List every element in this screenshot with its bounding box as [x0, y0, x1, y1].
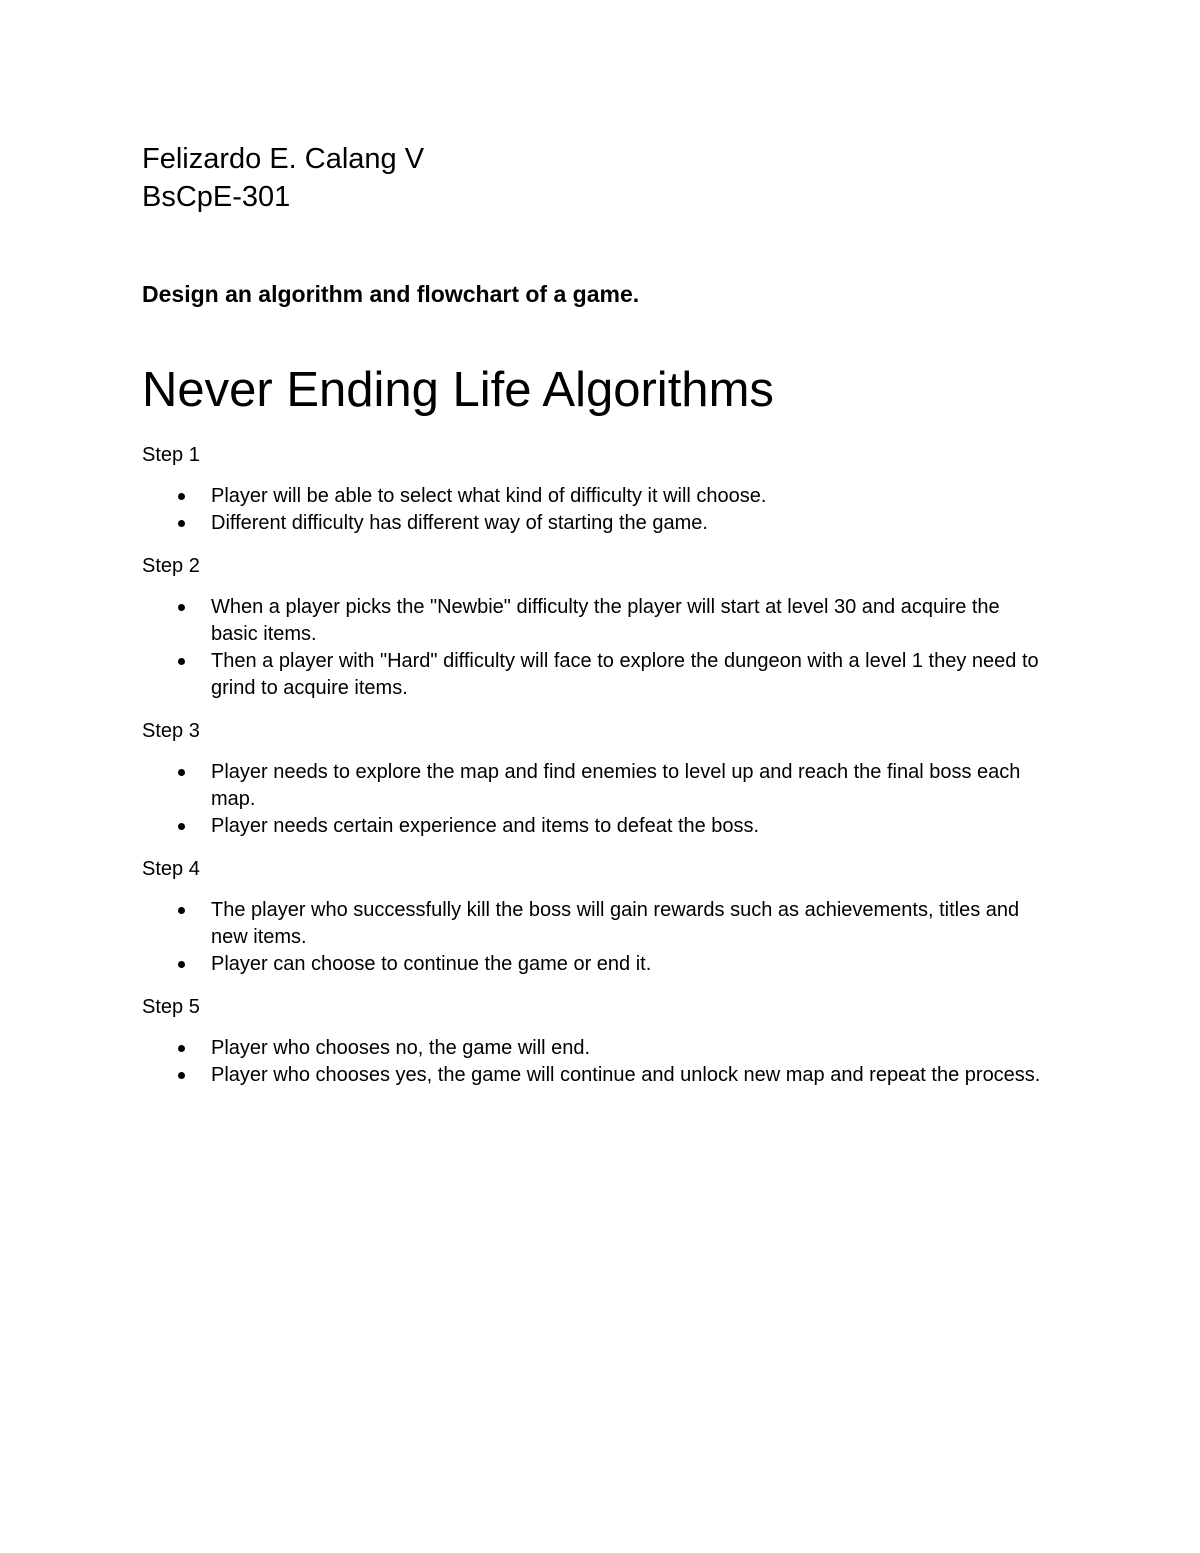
bullet-item: Player needs certain experience and items to defeat the boss.	[142, 813, 1051, 840]
step-label: Step 5	[142, 996, 200, 1018]
step-3	[142, 718, 1062, 840]
bullet-item: Player who chooses no, the game will end.	[142, 1035, 1051, 1062]
bullet-list	[142, 1035, 1062, 1089]
step-5	[142, 994, 1062, 1089]
bullet-item: Player needs to explore the map and find enemies to level up and reach the final boss each map.	[142, 759, 1051, 813]
bullet-list	[142, 897, 1062, 978]
bullet-item: The player who successfully kill the boss will gain rewards such as achievements, titles and new items.	[142, 897, 1051, 951]
bullet-list	[142, 759, 1062, 840]
bullet-item: Player will be able to select what kind of difficulty it will choose.	[142, 483, 1051, 510]
bullet-list	[142, 483, 1062, 537]
bullet-item: Then a player with "Hard" difficulty will face to explore the dungeon with a level 1 they need to grind to acquire items.	[142, 648, 1051, 702]
step-1	[142, 442, 1062, 537]
step-label: Step 1	[142, 444, 200, 466]
bullet-item: When a player picks the "Newbie" difficulty the player will start at level 30 and acquire the basic items.	[142, 594, 1051, 648]
bullet-item: Different difficulty has different way of starting the game.	[142, 510, 1051, 537]
document-content	[142, 140, 1062, 1105]
step-2	[142, 553, 1062, 702]
bullet-item: Player who chooses yes, the game will continue and unlock new map and repeat the process.	[142, 1062, 1051, 1089]
step-label: Step 3	[142, 720, 200, 742]
author-name: Felizardo E. Calang V	[142, 143, 425, 175]
document-title: Never Ending Life Algorithms	[142, 363, 774, 417]
bullet-list	[142, 594, 1062, 702]
steps-list	[142, 442, 1062, 1089]
task-statement: Design an algorithm and flowchart of a game.	[142, 281, 640, 307]
course-code: BsCpE-301	[142, 181, 291, 213]
step-4	[142, 856, 1062, 978]
step-label: Step 4	[142, 858, 200, 880]
bullet-item: Player can choose to continue the game or end it.	[142, 951, 1051, 978]
step-label: Step 2	[142, 555, 200, 577]
